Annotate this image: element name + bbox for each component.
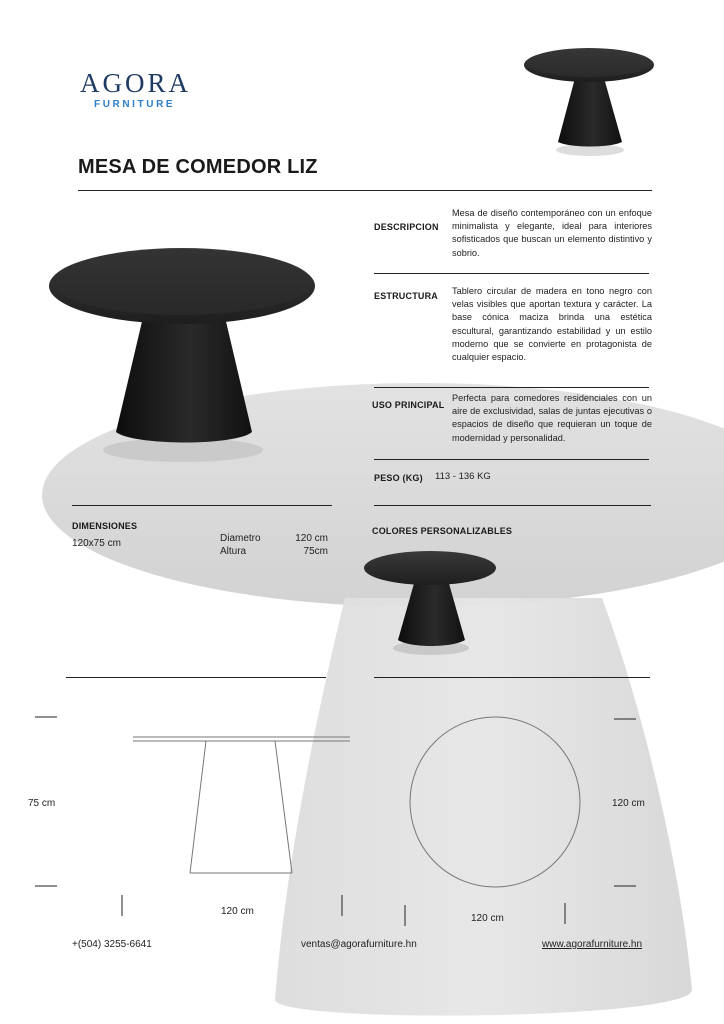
altura-name: Altura xyxy=(220,546,247,557)
product-title: MESA DE COMEDOR LIZ xyxy=(78,156,318,178)
peso-divider xyxy=(374,505,651,506)
footer-phone: +(504) 3255-6641 xyxy=(72,939,152,950)
uso-divider xyxy=(374,459,649,460)
top-diameter-vertical-label: 120 cm xyxy=(612,798,645,809)
side-width-label: 120 cm xyxy=(221,906,254,917)
peso-value: 113 - 136 KG xyxy=(435,471,491,482)
footer-email[interactable]: ventas@agorafurniture.hn xyxy=(301,939,417,950)
uso-label: USO PRINCIPAL xyxy=(372,400,445,410)
descripcion-text: Mesa de diseño contemporáneo con un enfoque minimalista y elegante, ideal para interiores sofisticados que buscan un elemento distintivo y sobrio. xyxy=(452,208,652,258)
brand-tagline: FURNITURE xyxy=(94,99,176,110)
side-drawing-divider xyxy=(66,677,326,678)
peso-label: PESO (KG) xyxy=(374,473,423,483)
dimensiones-label: DIMENSIONES xyxy=(72,521,138,531)
estructura-text: Tablero circular de madera en tono negro con velas visibles que aportan textura y carácter. La base cónica maciza brinda una estética escultural, garantizando estabilidad y un estilo moderno que se convierte en protagonista de cualquier espacio. xyxy=(452,286,652,363)
altura-value: 75cm xyxy=(303,546,328,557)
title-divider xyxy=(78,190,652,191)
descripcion-divider xyxy=(374,273,649,274)
top-drawing-divider xyxy=(374,677,650,678)
colores-label: COLORES PERSONALIZABLES xyxy=(372,526,513,536)
diametro-name: Diametro xyxy=(220,533,261,544)
estructura-label: ESTRUCTURA xyxy=(374,291,438,301)
uso-text: Perfecta para comedores residenciales con un aire de exclusividad, salas de juntas ejecutivas o espacios de diseño que requieran un toque de modernidad y personalidad. xyxy=(452,393,652,443)
side-height-label: 75 cm xyxy=(28,798,56,809)
top-diameter-horizontal-label: 120 cm xyxy=(471,913,504,924)
diametro-value: 120 cm xyxy=(295,533,328,544)
footer-website-link[interactable]: www.agorafurniture.hn xyxy=(542,939,643,950)
brand-logo: AGORA xyxy=(80,68,192,98)
dimensiones-divider xyxy=(72,505,332,506)
descripcion-label: DESCRIPCION xyxy=(374,222,439,232)
estructura-divider xyxy=(374,387,649,388)
dimensiones-summary: 120x75 cm xyxy=(72,538,121,549)
